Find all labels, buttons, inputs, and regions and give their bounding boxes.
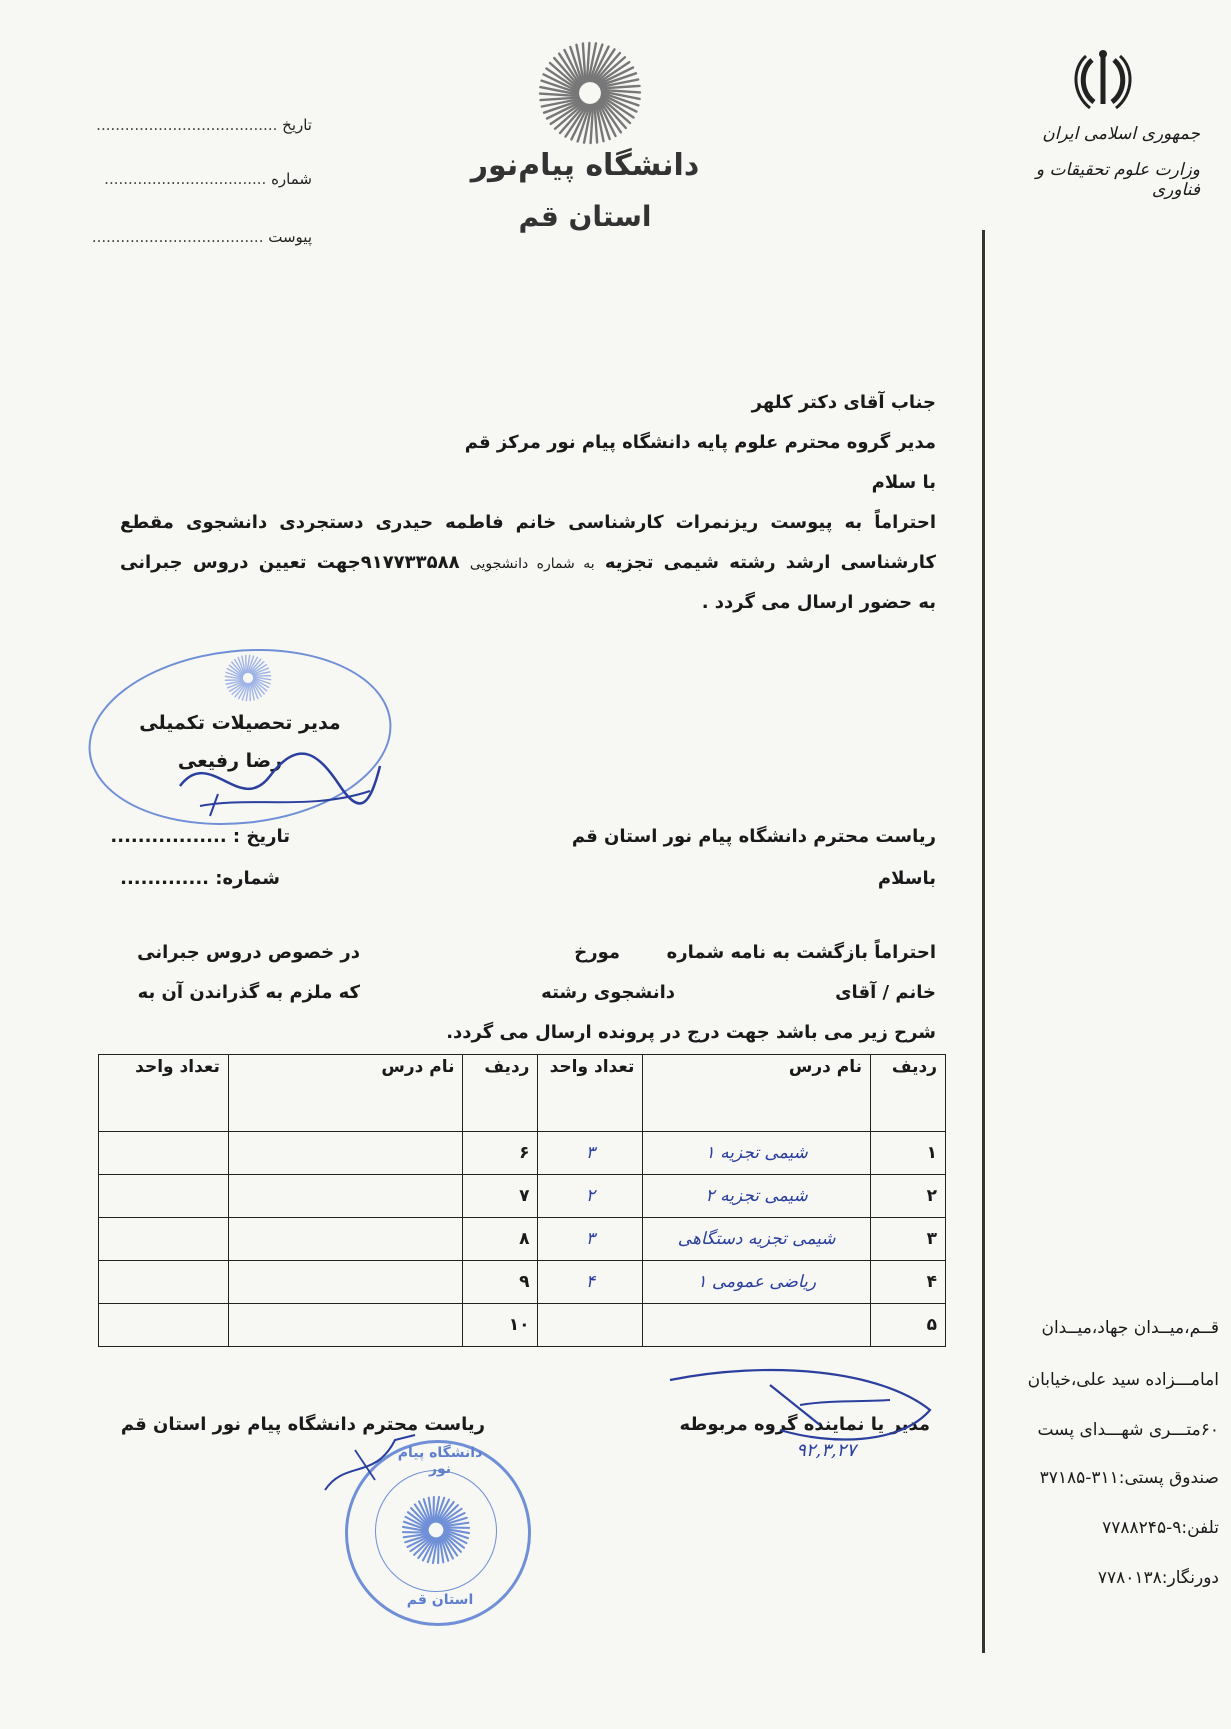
course-name	[228, 1132, 463, 1175]
fax: دورنگار:۷۷۸۰۱۳۸	[1097, 1568, 1219, 1588]
course-name: شیمی تجزیه ۲	[643, 1175, 871, 1218]
address-line3: ۶۰متـــری شهـــدای پست	[1037, 1420, 1219, 1440]
address-line1: قــم،میــدان جهاد،میــدان	[1041, 1318, 1219, 1338]
letter2-date: تاریخ : .................	[110, 826, 290, 847]
attachment-label: پیوست	[268, 228, 312, 246]
table-row	[99, 1175, 946, 1218]
letter2-student-b: دانشجوی رشته	[541, 982, 675, 1003]
row-number: ۵	[871, 1304, 946, 1347]
university-name: دانشگاه پیام‌نور	[470, 148, 700, 183]
course-units	[99, 1304, 229, 1347]
handwritten-date: ۹۲,۳,۲۷	[796, 1440, 856, 1461]
address-line4: صندوق پستی:۳۱۱-۳۷۱۸۵	[1039, 1468, 1219, 1488]
table-row	[99, 1218, 946, 1261]
letter1-body-line1: احتراماً به پیوست ریزنمرات کارشناسی خانم فاطمه حیدری دستجردی دانشجوی مقطع	[120, 512, 936, 533]
table-row	[99, 1261, 946, 1304]
course-units: ۳	[538, 1132, 643, 1175]
letter2-number: شماره: .............	[120, 868, 280, 889]
letter1-body-line2-small: به شماره دانشجویی	[469, 556, 595, 572]
letter2-addressee: ریاست محترم دانشگاه پیام نور استان قم	[571, 826, 936, 847]
course-name	[643, 1304, 871, 1347]
course-units: ۳	[538, 1218, 643, 1261]
table-row	[99, 1132, 946, 1175]
date-field: تاریخ ......................................	[96, 116, 312, 134]
row-number: ۱۰	[463, 1304, 538, 1347]
letter2-ref-c: در خصوص دروس جبرانی	[137, 942, 360, 963]
letter2-greeting: باسلام	[877, 868, 936, 889]
header-units-right: تعداد واحد	[538, 1055, 643, 1132]
compensatory-courses-table	[98, 1054, 946, 1347]
course-name	[228, 1218, 463, 1261]
table-row	[99, 1304, 946, 1347]
letter1-body-line2	[120, 552, 936, 573]
header-row-left: ردیف	[463, 1055, 538, 1132]
ministry-name: وزارت علوم تحقیقات و فناوری	[1035, 160, 1200, 200]
president-signature-icon	[315, 1420, 455, 1500]
phone: تلفن:۹-۷۷۸۸۲۴۵	[1102, 1518, 1219, 1538]
date-label: تاریخ	[282, 116, 312, 134]
course-name: ریاضی عمومی ۱	[643, 1261, 871, 1304]
table-header-row	[99, 1055, 946, 1132]
letter1-body-line2-b: ۹۱۷۷۳۳۵۸۸جهت تعیین دروس جبرانی	[120, 552, 460, 573]
letter1-body-line2-a: کارشناسی ارشد رشته شیمی تجزیه	[604, 552, 936, 573]
letter2-ref-b: مورخ	[574, 942, 620, 963]
row-number: ۳	[871, 1218, 946, 1261]
group-manager-label: مدیر یا نماینده گروه مربوطه	[679, 1414, 930, 1435]
header-row-right: ردیف	[871, 1055, 946, 1132]
course-name	[228, 1304, 463, 1347]
row-number: ۶	[463, 1132, 538, 1175]
iran-emblem-icon	[1068, 46, 1138, 116]
course-units	[99, 1218, 229, 1261]
course-units	[538, 1304, 643, 1347]
row-number: ۴	[871, 1261, 946, 1304]
number-field: شماره ..................................	[104, 170, 312, 188]
country-name: جمهوری اسلامی ایران	[1042, 124, 1200, 144]
letter1-addressee-title: مدیر گروه محترم علوم پایه دانشگاه پیام نور مرکز قم	[464, 432, 936, 453]
course-units: ۴	[538, 1261, 643, 1304]
attachment-field: پیوست ....................................	[91, 228, 312, 246]
stamp-sunburst-icon	[222, 652, 274, 704]
course-units	[99, 1261, 229, 1304]
header-units-left: تعداد واحد	[99, 1055, 229, 1132]
seal-text-bottom: استان قم	[406, 1592, 474, 1608]
letter2-ref-a: احتراماً بازگشت به نامه شماره	[666, 942, 936, 963]
row-number: ۷	[463, 1175, 538, 1218]
course-name: شیمی تجزیه ۱	[643, 1132, 871, 1175]
course-units: ۲	[538, 1175, 643, 1218]
address-line2: امامـــزاده سید علی،خیابان	[1027, 1370, 1219, 1390]
course-name: شیمی تجزیه دستگاهی	[643, 1218, 871, 1261]
row-number: ۱	[871, 1132, 946, 1175]
letter2-date-label: تاریخ :	[232, 826, 290, 847]
number-label: شماره	[271, 170, 312, 188]
letter2-closing: شرح زیر می باشد جهت درج در پرونده ارسال می گردد.	[446, 1022, 936, 1043]
vertical-divider	[982, 230, 985, 1653]
letter2-student-a: خانم / آقای	[835, 982, 936, 1003]
letter2-number-label: شماره:	[215, 868, 280, 889]
course-name	[228, 1175, 463, 1218]
letter2-student-c: که ملزم به گذراندن آن به	[137, 982, 360, 1003]
university-logo-icon	[535, 38, 645, 148]
row-number: ۸	[463, 1218, 538, 1261]
letter1-addressee: جناب آقای دکتر کلهر	[751, 392, 936, 413]
header-course-right: نام درس	[643, 1055, 871, 1132]
president-label: ریاست محترم دانشگاه پیام نور استان قم	[120, 1414, 485, 1435]
course-units	[99, 1132, 229, 1175]
letter1-greeting: با سلام	[871, 472, 936, 493]
stamp1-title: مدیر تحصیلات تکمیلی	[139, 712, 341, 734]
row-number: ۲	[871, 1175, 946, 1218]
university-province: استان قم	[518, 200, 652, 233]
stamp1-signature-icon	[170, 736, 390, 826]
header-course-left: نام درس	[228, 1055, 463, 1132]
stamp1-name: رضا رفیعی	[177, 750, 283, 772]
course-name	[228, 1261, 463, 1304]
course-units	[99, 1175, 229, 1218]
row-number: ۹	[463, 1261, 538, 1304]
letter1-body-line3: به حضور ارسال می گردد .	[701, 592, 936, 613]
seal-text-top: دانشگاه پیام نور	[397, 1445, 483, 1477]
seal-sunburst-icon	[398, 1492, 474, 1568]
